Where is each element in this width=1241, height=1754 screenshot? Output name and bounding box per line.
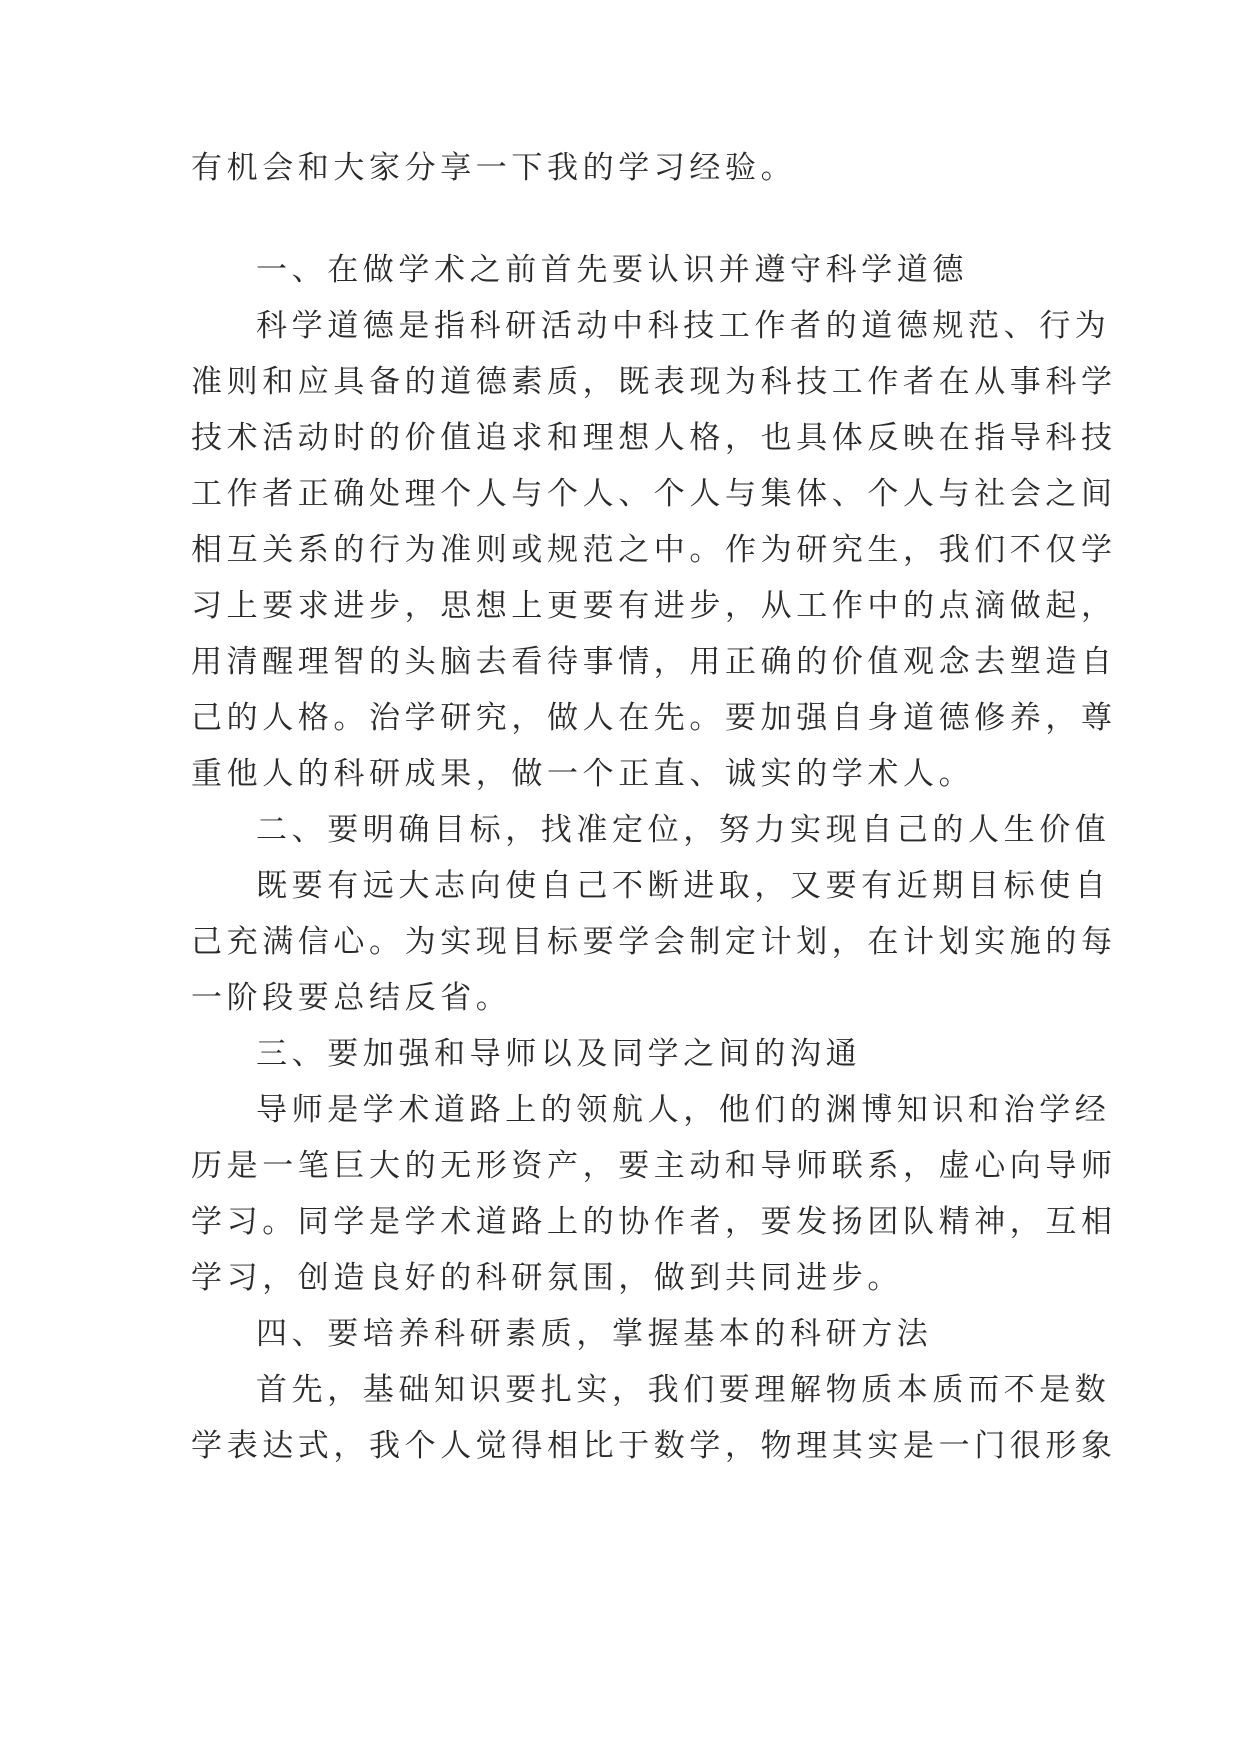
text-line-8: 习上要求进步，思想上更要有进步，从工作中的点滴做起， [191,588,1117,624]
text-line-11: 重他人的科研成果，做一个正直、诚实的学术人。 [191,756,975,792]
text-line-19: 学习。同学是学术道路上的协作者，要发扬团队精神，互相 [191,1204,1117,1240]
text-line-10: 己的人格。治学研究，做人在先。要加强自身道德修养，尊 [191,700,1117,736]
text-line-3: 科学道德是指科研活动中科技工作者的道德规范、行为 [256,308,1111,344]
section-heading-3: 三、要加强和导师以及同学之间的沟通 [256,1036,862,1072]
text-line-13: 既要有远大志向使自己不断进取，又要有近期目标使自 [256,868,1111,904]
text-line-4: 准则和应具备的道德素质，既表现为科技工作者在从事科学 [191,364,1117,400]
text-line-17: 导师是学术道路上的领航人，他们的渊博知识和治学经 [256,1092,1111,1128]
text-line-5: 技术活动时的价值追求和理想人格，也具体反映在指导科技 [191,420,1117,456]
text-line-15: 一阶段要总结反省。 [191,980,512,1016]
text-line-1: 有机会和大家分享一下我的学习经验。 [191,150,797,186]
text-line-22: 首先，基础知识要扎实，我们要理解物质本质而不是数 [256,1372,1111,1408]
text-line-7: 相互关系的行为准则或规范之中。作为研究生，我们不仅学 [191,532,1117,568]
text-line-6: 工作者正确处理个人与个人、个人与集体、个人与社会之间 [191,476,1117,512]
text-line-9: 用清醒理智的头脑去看待事情，用正确的价值观念去塑造自 [191,644,1117,680]
section-heading-4: 四、要培养科研素质，掌握基本的科研方法 [256,1316,933,1352]
section-heading-2: 二、要明确目标，找准定位，努力实现自己的人生价值 [256,812,1111,848]
text-line-18: 历是一笔巨大的无形资产，要主动和导师联系，虚心向导师 [191,1148,1117,1184]
text-line-14: 己充满信心。为实现目标要学会制定计划，在计划实施的每 [191,924,1117,960]
section-heading-1: 一、在做学术之前首先要认识并遵守科学道德 [256,252,968,288]
text-line-23: 学表达式，我个人觉得相比于数学，物理其实是一门很形象 [191,1428,1117,1464]
text-line-20: 学习，创造良好的科研氛围，做到共同进步。 [191,1260,903,1296]
